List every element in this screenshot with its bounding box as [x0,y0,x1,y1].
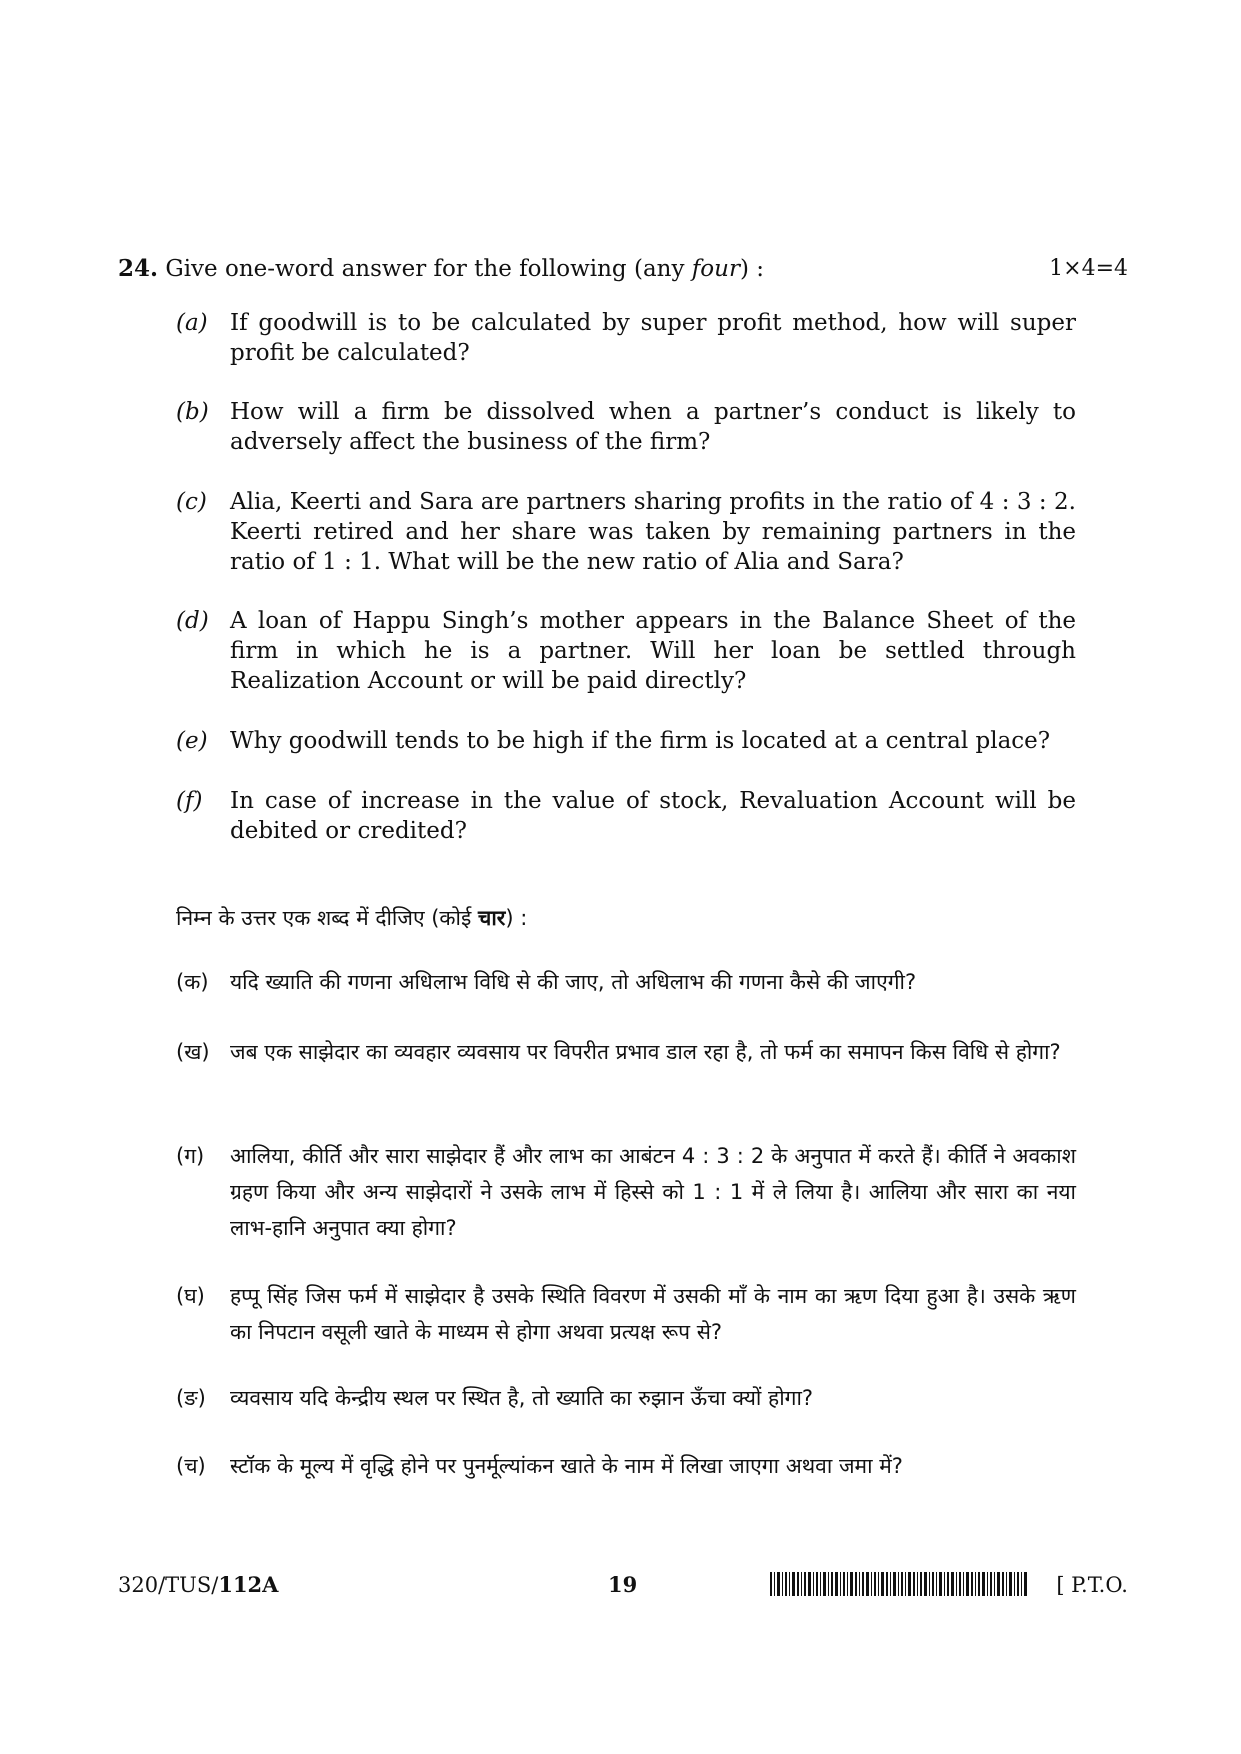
hindi-intro-text: निम्न के उत्तर एक शब्द में दीजिए (कोई [176,906,478,930]
item-label: (f) [176,788,203,814]
question-number: 24. [118,255,159,282]
item-text: यदि ख्याति की गणना अधिलाभ विधि से की जाए, तो अधिलाभ की गणना कैसे की जाएगी? [230,970,917,994]
paper-code [118,1568,278,1602]
item-text: आलिया, कीर्ति और सारा साझेदार हैं और लाभ का आबंटन 4 : 3 : 2 के अनुपात में करते हैं। कीर्ति ने अवकाश ग्रहण किया और अन्य साझेदारों ने उसके लाभ में हिस्से को 1 : 1 में ले लिया है। आलिया और सारा का नया लाभ-हानि अनुपात क्या होगा? [230,1144,1076,1240]
barcode-icon [770,1572,1028,1596]
item-text: व्यवसाय यदि केन्द्रीय स्थल पर स्थित है, तो ख्याति का रुझान ऊँचा क्यों होगा? [230,1386,814,1410]
item-label: (ङ) [176,1386,206,1410]
item-text: If goodwill is to be calculated by super profit method, how will super profit be calculated? [230,310,1076,366]
item-text: In case of increase in the value of stock, Revaluation Account will be debited or credited? [230,788,1076,844]
item-label: (a) [176,310,208,336]
item-label: (e) [176,728,208,754]
paper-code-bold: 112A [218,1572,279,1597]
hindi-intro-text-end: ) : [505,906,528,930]
paper-code-prefix: 320/TUS/ [118,1573,219,1597]
hindi-intro-bold: चार [477,906,506,930]
item-label: (ग) [176,1144,205,1168]
item-label: (c) [176,489,207,515]
item-text: A loan of Happu Singh’s mother appears in the Balance Sheet of the firm in which he is a partner. Will her loan be settled through Realization Account or will be paid directly? [230,608,1076,694]
page-footer [118,1568,1128,1602]
item-label: (घ) [176,1284,205,1308]
item-label: (d) [176,608,209,634]
question-emphasis: four [691,256,740,282]
item-label: (च) [176,1454,206,1478]
item-label: (b) [176,399,209,425]
question-text-end: ) : [739,256,764,282]
item-text: हप्पू सिंह जिस फर्म में साझेदार है उसके स्थिति विवरण में उसकी माँ के नाम का ऋण दिया हुआ है। उसके ऋण का निपटान वसूली खाते के माध्यम से होगा अथवा प्रत्यक्ष रूप से? [230,1284,1076,1344]
item-text: Alia, Keerti and Sara are partners sharing profits in the ratio of 4 : 3 : 2. Keerti retired and her share was taken by remaining partners in the ratio of 1 : 1. What will be the new ratio of Alia and Sara? [230,489,1076,575]
question-marks: 1×4=4 [1049,256,1128,281]
page-number: 19 [608,1572,638,1597]
item-text: Why goodwill tends to be high if the firm is located at a central place? [230,728,1051,754]
pto-marker: [ P.T.O. [1056,1573,1128,1597]
item-text: जब एक साझेदार का व्यवहार व्यवसाय पर विपरीत प्रभाव डाल रहा है, तो फर्म का समापन किस विधि से होगा? [230,1040,1061,1064]
question-header [118,252,1128,286]
question-text: Give one-word answer for the following (any [165,256,692,282]
item-label: (क) [176,970,209,994]
item-text: स्टॉक के मूल्य में वृद्धि होने पर पुनर्मूल्यांकन खाते के नाम में लिखा जाएगा अथवा जमा में? [230,1454,903,1478]
hindi-intro [176,903,527,933]
item-label: (ख) [176,1040,210,1064]
item-text: How will a firm be dissolved when a partner’s conduct is likely to adversely affect the business of the firm? [230,399,1076,455]
